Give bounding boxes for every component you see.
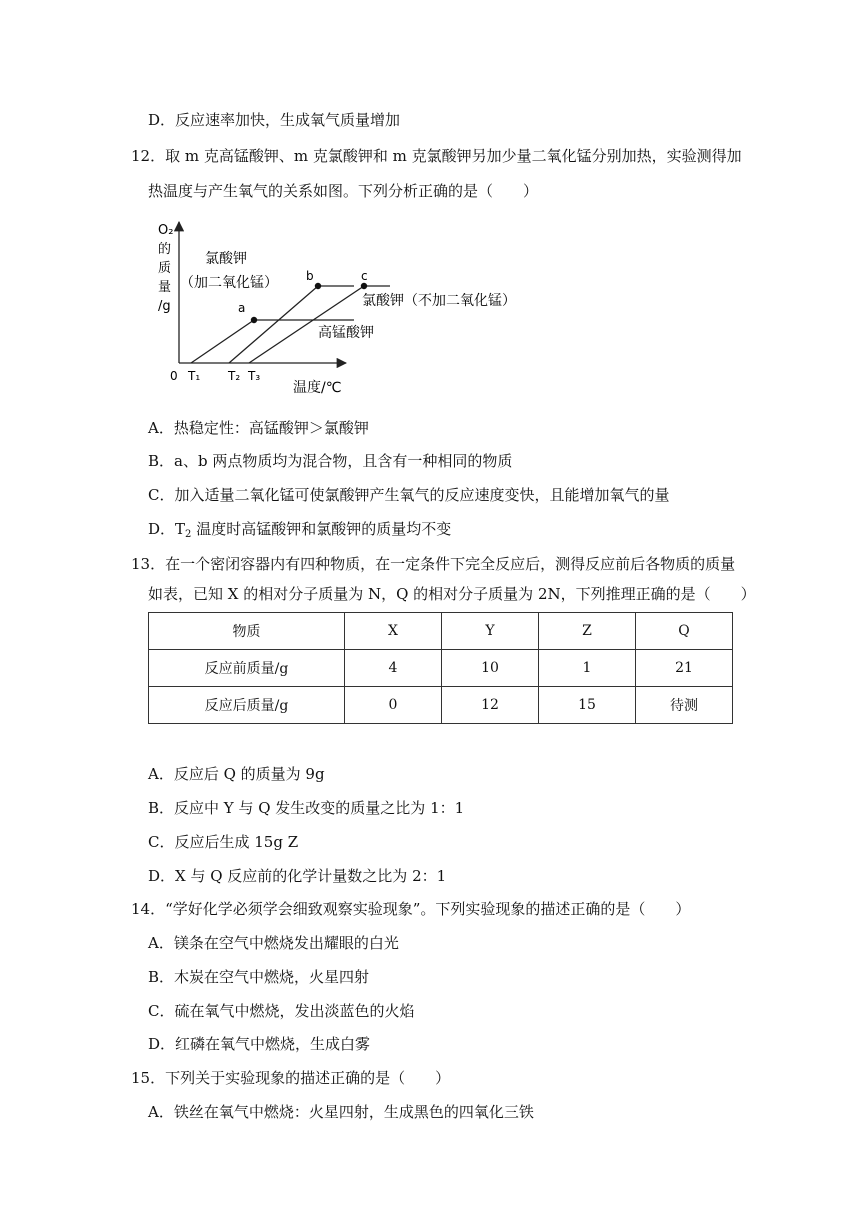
table-cell: 4 — [345, 650, 442, 687]
q12-stem-line2: 热温度与产生氧气的关系如图。下列分析正确的是（ ） — [148, 182, 539, 200]
table-header-cell: Y — [442, 613, 539, 650]
q11-option-d: D．反应速率加快，生成氧气质量增加 — [148, 111, 401, 129]
table-row — [149, 650, 733, 687]
table-cell: 15 — [539, 687, 636, 724]
q13-option-a: A．反应后 Q 的质量为 9g — [148, 765, 325, 783]
tick-t3: T₃ — [248, 369, 261, 383]
q14-option-c: C．硫在氧气中燃烧，发出淡蓝色的火焰 — [148, 1002, 415, 1020]
point-c-label: c — [361, 269, 368, 283]
q13-option-d: D．X 与 Q 反应前的化学计量数之比为 2：1 — [148, 867, 447, 885]
tick-t2: T₂ — [228, 369, 241, 383]
point-a — [251, 317, 257, 323]
x-label: 温度/℃ — [293, 380, 342, 396]
q15-stem: 15．下列关于实验现象的描述正确的是（ ） — [131, 1069, 451, 1087]
q15-option-a: A．铁丝在氧气中燃烧：火星四射，生成黑色的四氧化三铁 — [148, 1103, 534, 1121]
q12-graph — [150, 216, 540, 402]
q14-option-a: A．镁条在空气中燃烧发出耀眼的白光 — [148, 934, 399, 952]
table-row — [149, 687, 733, 724]
q14-option-d: D．红磷在氧气中燃烧，生成白雾 — [148, 1035, 371, 1053]
label-kclo3-mno2-2: （加二氧化锰） — [180, 275, 278, 291]
q12-option-d: D．$T_2$ 温度时高锰酸钾和氯酸钾的质量均不变 — [148, 520, 452, 540]
origin-label: 0 — [170, 369, 178, 383]
q13-option-b: B．反应中 Y 与 Q 发生改变的质量之比为 1：1 — [148, 799, 465, 817]
q12-option-a: A．热稳定性：高锰酸钾＞氯酸钾 — [148, 419, 369, 437]
q13-stem-line2: 如表，已知 X 的相对分子质量为 N，Q 的相对分子质量为 2N，下列推理正确的是（ ） — [148, 585, 756, 603]
y-label-3: 质 — [158, 261, 172, 276]
table-cell: 0 — [345, 687, 442, 724]
label-kclo3-mno2-1: 氯酸钾 — [205, 251, 247, 267]
q13-stem-line1: 13．在一个密闭容器内有四种物质，在一定条件下完全反应后，测得反应前后各物质的质量 — [131, 555, 736, 573]
q13-option-c: C．反应后生成 15g Z — [148, 833, 299, 851]
q14-option-b: B．木炭在空气中燃烧，火星四射 — [148, 968, 370, 986]
table-cell: 21 — [636, 650, 733, 687]
point-b-label: b — [306, 269, 314, 283]
table-cell: 反应前质量/g — [149, 650, 345, 687]
label-kmno4: 高锰酸钾 — [318, 325, 374, 341]
y-label-5: /g — [158, 299, 171, 314]
table-cell: 12 — [442, 687, 539, 724]
q12-option-b: B．a、b 两点物质均为混合物，且含有一种相同的物质 — [148, 452, 513, 470]
point-a-label: a — [238, 301, 246, 315]
q12-option-c: C．加入适量二氧化锰可使氯酸钾产生氧气的反应速度变快，且能增加氧气的量 — [148, 486, 670, 504]
label-kclo3: 氯酸钾（不加二氧化锰） — [362, 293, 516, 309]
q12-stem-line1: 12．取 m 克高锰酸钾、m 克氯酸钾和 m 克氯酸钾另加少量二氧化锰分别加热，实验测得加 — [131, 147, 742, 165]
table-cell: 反应后质量/g — [149, 687, 345, 724]
q13-table — [148, 612, 733, 724]
table-header-row — [149, 613, 733, 650]
point-c — [361, 283, 367, 289]
table-header-cell: Z — [539, 613, 636, 650]
y-label-4: 量 — [158, 280, 172, 295]
q14-stem: 14．“学好化学必须学会细致观察实验现象”。下列实验现象的描述正确的是（ ） — [131, 900, 691, 918]
table-cell: 待测 — [636, 687, 733, 724]
table-cell: 10 — [442, 650, 539, 687]
table-header-cell: X — [345, 613, 442, 650]
table-cell: 1 — [539, 650, 636, 687]
tick-t1: T₁ — [188, 369, 201, 383]
y-label-1: O₂ — [158, 223, 174, 238]
table-header-cell: Q — [636, 613, 733, 650]
y-label-2: 的 — [158, 242, 172, 257]
point-b — [315, 283, 321, 289]
table-header-cell: 物质 — [149, 613, 345, 650]
